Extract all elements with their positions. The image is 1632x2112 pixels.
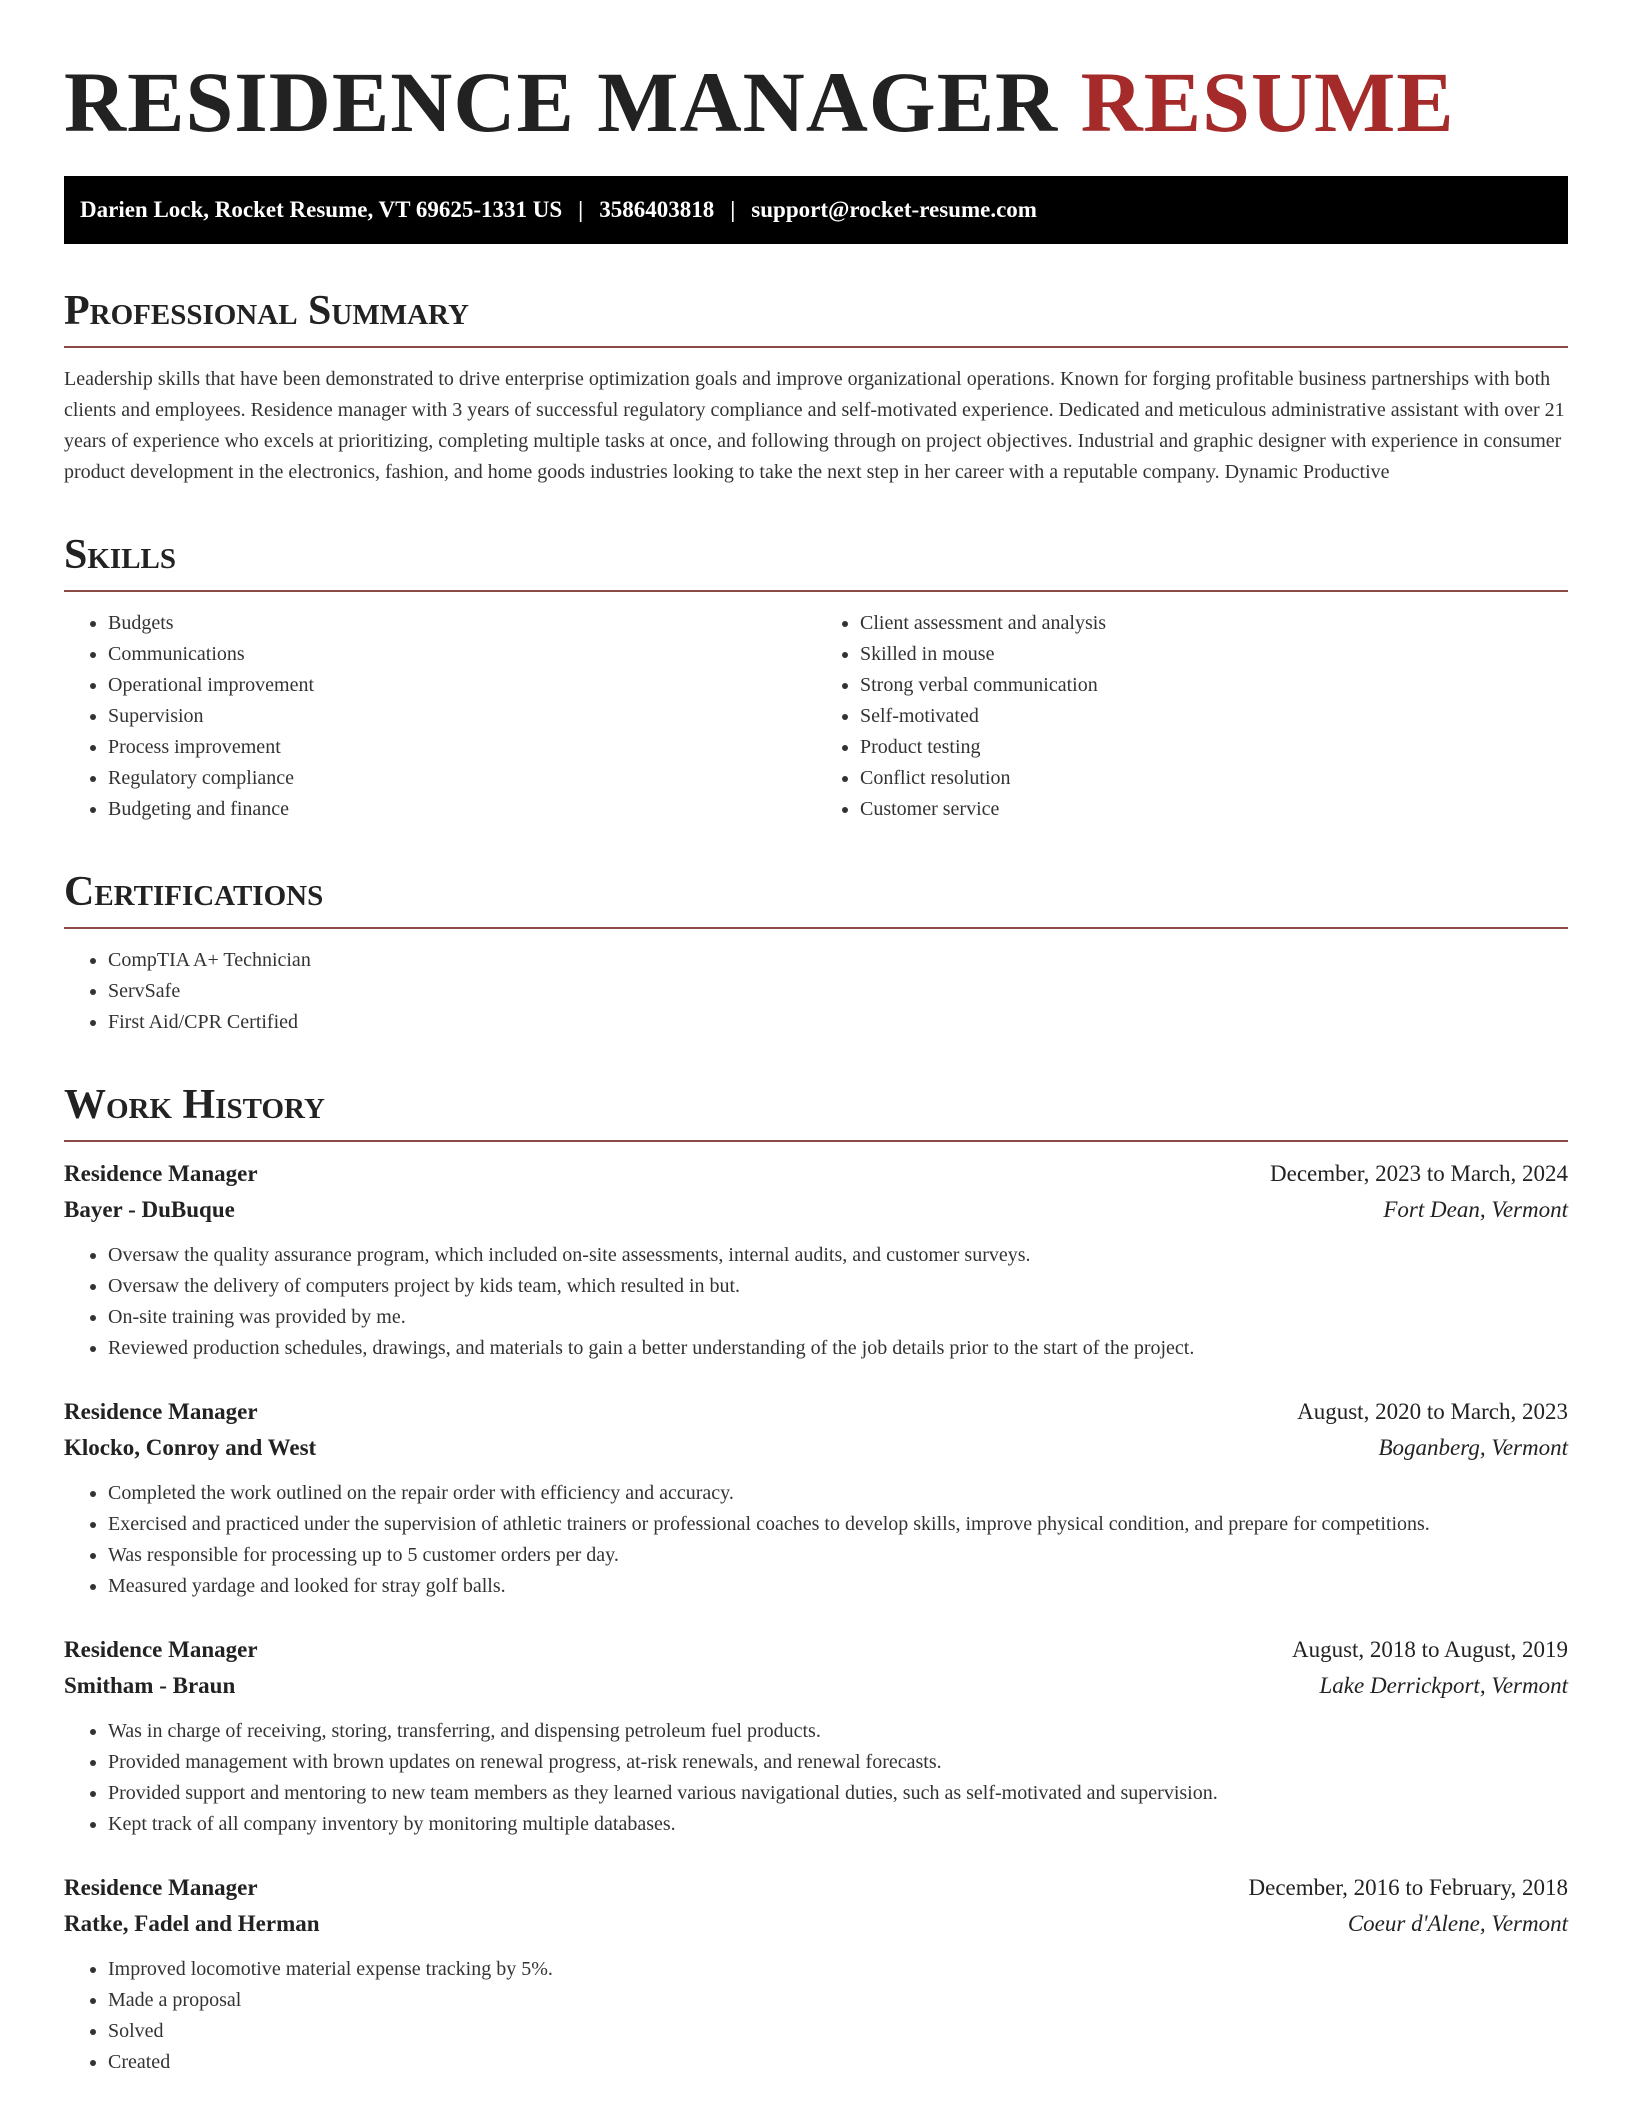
skill-item: • Operational improvement bbox=[108, 670, 816, 701]
contact-separator: | bbox=[578, 197, 584, 222]
job-duty: • On-site training was provided by me. bbox=[108, 1302, 1568, 1333]
certifications-heading: Certifications bbox=[64, 867, 1568, 929]
job-entry bbox=[64, 1394, 1568, 1602]
job-duty: • Oversaw the delivery of computers project by kids team, which resulted in but. bbox=[108, 1271, 1568, 1302]
job-company: Ratke, Fadel and Herman bbox=[64, 1911, 320, 1936]
work-history-heading: Work History bbox=[64, 1080, 1568, 1142]
contact-bar bbox=[64, 176, 1568, 244]
title-accent: RESUME bbox=[1080, 54, 1455, 150]
job-entry bbox=[64, 1632, 1568, 1840]
job-dates: August, 2020 to March, 2023 bbox=[1297, 1399, 1568, 1424]
job-duties bbox=[64, 1478, 1568, 1602]
job-duty: • Exercised and practiced under the supervision of athletic trainers or professional coaches to develop skills, improve physical condition, and prepare for competitions. bbox=[108, 1509, 1568, 1540]
skill-item: • Regulatory compliance bbox=[108, 763, 816, 794]
job-company: Klocko, Conroy and West bbox=[64, 1435, 317, 1460]
job-location: Lake Derrickport, Vermont bbox=[1319, 1673, 1568, 1698]
job-duties bbox=[64, 1716, 1568, 1840]
job-duty: • Created bbox=[108, 2047, 1568, 2078]
skill-item: • Client assessment and analysis bbox=[860, 608, 1568, 639]
skill-item: • Budgeting and finance bbox=[108, 794, 816, 825]
job-duty: • Improved locomotive material expense tracking by 5%. bbox=[108, 1954, 1568, 1985]
job-company: Smitham - Braun bbox=[64, 1673, 236, 1698]
skill-item: • Process improvement bbox=[108, 732, 816, 763]
work-history-list bbox=[64, 1156, 1568, 2078]
job-duty: • Solved bbox=[108, 2016, 1568, 2047]
job-title: Residence Manager bbox=[64, 1161, 258, 1186]
skill-item: • Self-motivated bbox=[860, 701, 1568, 732]
job-duty: • Provided support and mentoring to new team members as they learned various navigational duties, such as self-motivated and supervision. bbox=[108, 1778, 1568, 1809]
skills-list bbox=[64, 608, 1568, 825]
job-duty: • Measured yardage and looked for stray golf balls. bbox=[108, 1571, 1568, 1602]
job-duties bbox=[64, 1240, 1568, 1364]
job-duty: • Oversaw the quality assurance program, which included on-site assessments, internal audits, and customer surveys. bbox=[108, 1240, 1568, 1271]
job-company: Bayer - DuBuque bbox=[64, 1197, 235, 1222]
job-duty: • Made a proposal bbox=[108, 1985, 1568, 2016]
skill-item: • Conflict resolution bbox=[860, 763, 1568, 794]
skills-heading: Skills bbox=[64, 530, 1568, 592]
job-duty: • Provided management with brown updates on renewal progress, at-risk renewals, and renewal forecasts. bbox=[108, 1747, 1568, 1778]
certification-item: • First Aid/CPR Certified bbox=[108, 1007, 1568, 1038]
job-duty: • Completed the work outlined on the repair order with efficiency and accuracy. bbox=[108, 1478, 1568, 1509]
contact-phone: 3586403818 bbox=[599, 197, 715, 222]
certifications-list bbox=[64, 945, 1568, 1038]
skill-item: • Communications bbox=[108, 639, 816, 670]
skill-item: • Budgets bbox=[108, 608, 816, 639]
job-location: Boganberg, Vermont bbox=[1378, 1435, 1568, 1460]
job-duty: • Kept track of all company inventory by monitoring multiple databases. bbox=[108, 1809, 1568, 1840]
contact-email: support@rocket-resume.com bbox=[751, 197, 1037, 222]
summary-heading: Professional Summary bbox=[64, 286, 1568, 348]
skill-item: • Supervision bbox=[108, 701, 816, 732]
job-duties bbox=[64, 1954, 1568, 2078]
summary-text: Leadership skills that have been demonstrated to drive enterprise optimization goals and improve organizational operations. Known for forging profitable business partnerships with both clients and employees. Residence manager with 3 years of successful regulatory compliance and self-motivated experience. Dedicated and meticulous administrative assistant with over 21 years of experience who excels at prioritizing, completing multiple tasks at once, and following through on project objectives. Industrial and graphic designer with experience in consumer product development in the electronics, fashion, and home goods industries looking to take the next step in her career with a reputable company. Dynamic Productive bbox=[64, 368, 1565, 483]
job-dates: August, 2018 to August, 2019 bbox=[1291, 1637, 1568, 1662]
job-dates: December, 2016 to February, 2018 bbox=[1248, 1875, 1568, 1900]
job-entry bbox=[64, 1156, 1568, 1364]
contact-address: Darien Lock, Rocket Resume, VT 69625-1331 US bbox=[80, 197, 563, 222]
job-title: Residence Manager bbox=[64, 1875, 258, 1900]
contact-separator: | bbox=[730, 197, 736, 222]
job-title: Residence Manager bbox=[64, 1399, 258, 1424]
certification-item: • ServSafe bbox=[108, 976, 1568, 1007]
job-duty: • Was responsible for processing up to 5 customer orders per day. bbox=[108, 1540, 1568, 1571]
job-title: Residence Manager bbox=[64, 1637, 258, 1662]
job-dates: December, 2023 to March, 2024 bbox=[1270, 1161, 1568, 1186]
job-entry bbox=[64, 1870, 1568, 2078]
skill-item: • Skilled in mouse bbox=[860, 639, 1568, 670]
skill-item: • Customer service bbox=[860, 794, 1568, 825]
skills-column-left bbox=[64, 608, 816, 825]
job-duty: • Reviewed production schedules, drawings, and materials to gain a better understanding of the job details prior to the start of the project. bbox=[108, 1333, 1568, 1364]
skill-item: • Strong verbal communication bbox=[860, 670, 1568, 701]
skill-item: • Product testing bbox=[860, 732, 1568, 763]
certification-item: • CompTIA A+ Technician bbox=[108, 945, 1568, 976]
page-title bbox=[64, 0, 1568, 152]
job-duty: • Was in charge of receiving, storing, transferring, and dispensing petroleum fuel products. bbox=[108, 1716, 1568, 1747]
skills-column-right bbox=[816, 608, 1568, 825]
job-location: Coeur d'Alene, Vermont bbox=[1347, 1911, 1568, 1936]
title-main: RESIDENCE MANAGER bbox=[64, 54, 1059, 150]
job-location: Fort Dean, Vermont bbox=[1383, 1197, 1568, 1222]
